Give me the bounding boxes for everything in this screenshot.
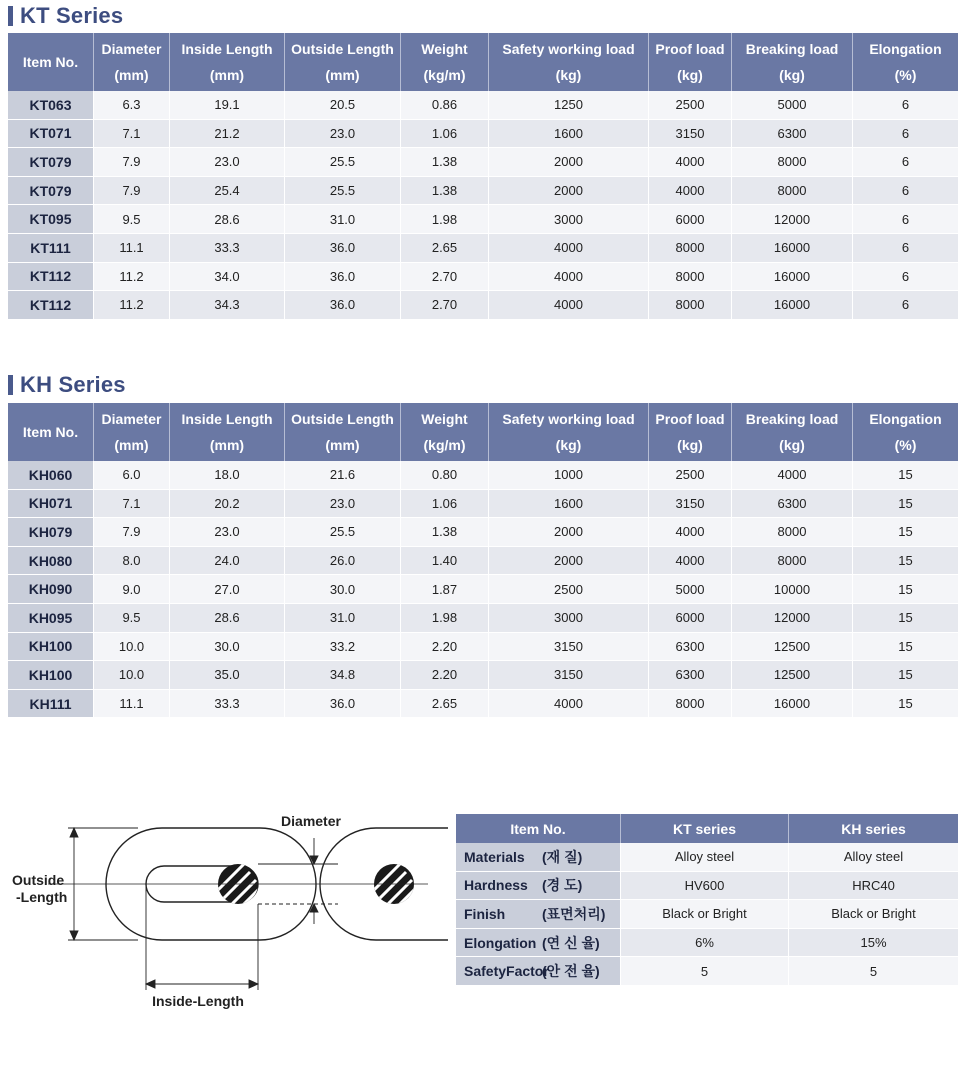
column-header-label: Inside Length: [181, 411, 273, 427]
data-cell: 5000: [732, 91, 853, 120]
column-header-unit: (mm): [209, 67, 245, 83]
column-header-label: Breaking load: [745, 41, 839, 57]
data-cell: 23.0: [170, 518, 285, 547]
column-header: [285, 33, 401, 91]
table-body: [8, 91, 958, 320]
item-number-cell: KT112: [8, 263, 94, 292]
data-cell: 30.0: [285, 575, 401, 604]
column-header-label: Outside Length: [291, 41, 394, 57]
data-cell: 3150: [489, 661, 649, 690]
kh-value-cell: Alloy steel: [789, 843, 958, 872]
data-cell: 8000: [732, 148, 853, 177]
column-header-label: Proof load: [655, 41, 725, 57]
data-cell: 5000: [649, 575, 732, 604]
data-cell: 25.5: [285, 518, 401, 547]
data-cell: 1.38: [401, 148, 489, 177]
data-cell: 4000: [649, 148, 732, 177]
data-cell: 2000: [489, 177, 649, 206]
data-cell: 6300: [732, 490, 853, 519]
data-cell: 7.9: [94, 518, 170, 547]
property-name-korean: (표면처리): [542, 905, 606, 922]
column-header-unit: (kg): [677, 437, 703, 453]
data-cell: 4000: [732, 461, 853, 490]
data-cell: 23.0: [170, 148, 285, 177]
props-column-header: KH series: [789, 814, 958, 843]
column-header: [853, 403, 958, 461]
data-cell: 36.0: [285, 690, 401, 719]
data-cell: 18.0: [170, 461, 285, 490]
table-row: [8, 518, 958, 547]
data-cell: 3000: [489, 205, 649, 234]
data-cell: 34.3: [170, 291, 285, 320]
column-header: [401, 33, 489, 91]
property-name-korean: (경 도): [542, 877, 583, 894]
item-number-cell: KT095: [8, 205, 94, 234]
kt-series-title-text: KT Series: [20, 3, 124, 28]
column-header-label: Diameter: [101, 41, 162, 57]
data-cell: 16000: [732, 263, 853, 292]
series-properties-table: [456, 814, 958, 986]
column-header-unit: (kg): [677, 67, 703, 83]
data-cell: 8000: [649, 263, 732, 292]
item-number-cell: KH071: [8, 490, 94, 519]
data-cell: 19.1: [170, 91, 285, 120]
data-cell: 16000: [732, 291, 853, 320]
data-cell: 10.0: [94, 633, 170, 662]
kt-value-cell: Alloy steel: [621, 843, 789, 872]
column-header-unit: (mm): [114, 67, 149, 83]
data-cell: 2000: [489, 148, 649, 177]
diameter-label: Diameter: [281, 813, 341, 829]
column-header-unit: (kg/m): [423, 67, 466, 83]
column-header-label: Weight: [421, 41, 468, 57]
item-number-cell: KT112: [8, 291, 94, 320]
data-cell: 2500: [489, 575, 649, 604]
data-cell: 8000: [649, 690, 732, 719]
column-header-label: Breaking load: [745, 411, 839, 427]
property-name: Finish: [464, 905, 506, 922]
column-header-label: Safety working load: [502, 411, 635, 427]
item-number-cell: KH080: [8, 547, 94, 576]
data-cell: 9.5: [94, 205, 170, 234]
data-cell: 1600: [489, 120, 649, 149]
data-cell: 36.0: [285, 234, 401, 263]
data-cell: 16000: [732, 690, 853, 719]
data-cell: 2000: [489, 547, 649, 576]
data-cell: 20.2: [170, 490, 285, 519]
data-cell: 11.1: [94, 690, 170, 719]
data-cell: 25.5: [285, 148, 401, 177]
data-cell: 0.86: [401, 91, 489, 120]
column-header: [94, 33, 170, 91]
data-cell: 4000: [649, 518, 732, 547]
property-name: Hardness: [464, 877, 528, 894]
item-number-cell: KH095: [8, 604, 94, 633]
data-cell: 8.0: [94, 547, 170, 576]
column-header: [649, 33, 732, 91]
data-cell: 23.0: [285, 120, 401, 149]
data-cell: 31.0: [285, 205, 401, 234]
column-header: [170, 403, 285, 461]
property-name-korean: (안 전 율): [542, 963, 600, 980]
data-cell: 12000: [732, 604, 853, 633]
column-header-label: Item No.: [22, 54, 79, 70]
data-cell: 36.0: [285, 263, 401, 292]
data-cell: 33.3: [170, 234, 285, 263]
data-cell: 25.5: [285, 177, 401, 206]
data-cell: 11.2: [94, 263, 170, 292]
table-header: [8, 33, 958, 91]
outside-length-label-1: Outside: [12, 872, 65, 888]
column-header: [732, 403, 853, 461]
table-header: [8, 403, 958, 461]
title-marker: [8, 375, 13, 395]
kh-value-cell: 15%: [789, 929, 958, 958]
data-cell: 4000: [489, 690, 649, 719]
kt-value-cell: 6%: [621, 929, 789, 958]
column-header-label: Diameter: [101, 411, 162, 427]
data-cell: 2.20: [401, 661, 489, 690]
data-cell: 2500: [649, 91, 732, 120]
data-cell: 1.87: [401, 575, 489, 604]
column-header-unit: (mm): [325, 437, 360, 453]
property-label-cell: [456, 900, 621, 929]
kt-series-title: [8, 3, 123, 29]
property-name-korean: (재 질): [542, 848, 583, 865]
column-header-unit: (mm): [209, 437, 245, 453]
data-cell: 15: [853, 604, 958, 633]
data-cell: 15: [853, 575, 958, 604]
data-cell: 31.0: [285, 604, 401, 633]
data-cell: 4000: [489, 234, 649, 263]
data-cell: 4000: [649, 177, 732, 206]
column-header-label: Elongation: [869, 41, 942, 57]
item-number-cell: KH111: [8, 690, 94, 719]
item-number-cell: KT111: [8, 234, 94, 263]
chain-link-diagram: [8, 808, 448, 1018]
column-header-unit: (%): [894, 67, 917, 83]
data-cell: 15: [853, 633, 958, 662]
data-cell: 1.38: [401, 177, 489, 206]
column-header-unit: (mm): [325, 67, 360, 83]
item-number-cell: KH079: [8, 518, 94, 547]
property-name: Materials: [464, 848, 525, 865]
data-cell: 1.06: [401, 120, 489, 149]
data-cell: 23.0: [285, 490, 401, 519]
data-cell: 6: [853, 263, 958, 292]
column-header: [8, 33, 94, 91]
header-row: [8, 403, 958, 461]
property-label-cell: [456, 872, 621, 901]
table-row: [8, 263, 958, 292]
data-cell: 21.6: [285, 461, 401, 490]
data-cell: 34.0: [170, 263, 285, 292]
item-number-cell: KT079: [8, 177, 94, 206]
data-cell: 1.98: [401, 205, 489, 234]
column-header-unit: (kg): [779, 67, 805, 83]
column-header: [170, 33, 285, 91]
table-row: [8, 604, 958, 633]
kt-series-table: [8, 33, 958, 320]
column-header-label: Outside Length: [291, 411, 394, 427]
table-row: [8, 234, 958, 263]
data-cell: 3000: [489, 604, 649, 633]
data-cell: 7.9: [94, 148, 170, 177]
data-cell: 1250: [489, 91, 649, 120]
data-cell: 35.0: [170, 661, 285, 690]
property-label-cell: [456, 929, 621, 958]
data-cell: 0.80: [401, 461, 489, 490]
table-row: [8, 91, 958, 120]
data-cell: 24.0: [170, 547, 285, 576]
column-header: [649, 403, 732, 461]
data-cell: 33.3: [170, 690, 285, 719]
table-row: [8, 547, 958, 576]
props-row: [456, 929, 958, 958]
title-marker: [8, 6, 13, 26]
data-cell: 1.98: [401, 604, 489, 633]
data-cell: 3150: [649, 490, 732, 519]
column-header-unit: (kg/m): [423, 437, 466, 453]
props-row: [456, 957, 958, 986]
data-cell: 2000: [489, 518, 649, 547]
data-cell: 7.1: [94, 490, 170, 519]
data-cell: 1.38: [401, 518, 489, 547]
table-row: [8, 177, 958, 206]
kh-series-title-text: KH Series: [20, 372, 126, 397]
item-number-cell: KT079: [8, 148, 94, 177]
data-cell: 1.40: [401, 547, 489, 576]
data-cell: 15: [853, 661, 958, 690]
data-cell: 9.0: [94, 575, 170, 604]
data-cell: 6: [853, 291, 958, 320]
data-cell: 6: [853, 120, 958, 149]
table-row: [8, 490, 958, 519]
table-row: [8, 661, 958, 690]
props-row: [456, 872, 958, 901]
data-cell: 28.6: [170, 205, 285, 234]
column-header: [94, 403, 170, 461]
data-cell: 11.1: [94, 234, 170, 263]
item-number-cell: KH100: [8, 633, 94, 662]
data-cell: 2.70: [401, 263, 489, 292]
data-cell: 15: [853, 547, 958, 576]
column-header: [401, 403, 489, 461]
props-header-row: [456, 814, 958, 843]
column-header: [853, 33, 958, 91]
data-cell: 6.0: [94, 461, 170, 490]
data-cell: 8000: [649, 291, 732, 320]
kt-value-cell: Black or Bright: [621, 900, 789, 929]
data-cell: 6: [853, 177, 958, 206]
kh-series-table: [8, 403, 958, 718]
data-cell: 4000: [649, 547, 732, 576]
data-cell: 9.5: [94, 604, 170, 633]
column-header-label: Item No.: [22, 424, 79, 440]
column-header-unit: (%): [894, 437, 917, 453]
column-header-unit: (kg): [555, 67, 582, 83]
data-cell: 3150: [649, 120, 732, 149]
data-cell: 12500: [732, 633, 853, 662]
data-cell: 15: [853, 690, 958, 719]
kh-series-title: [8, 372, 126, 398]
data-cell: 15: [853, 461, 958, 490]
kt-value-cell: HV600: [621, 872, 789, 901]
data-cell: 36.0: [285, 291, 401, 320]
property-name-korean: (연 신 율): [542, 934, 600, 951]
data-cell: 8000: [732, 518, 853, 547]
data-cell: 27.0: [170, 575, 285, 604]
data-cell: 10000: [732, 575, 853, 604]
data-cell: 6300: [649, 661, 732, 690]
item-number-cell: KH100: [8, 661, 94, 690]
column-header-label: Proof load: [655, 411, 725, 427]
header-row: [8, 33, 958, 91]
data-cell: 1.06: [401, 490, 489, 519]
data-cell: 10.0: [94, 661, 170, 690]
data-cell: 20.5: [285, 91, 401, 120]
data-cell: 2.20: [401, 633, 489, 662]
table-row: [8, 291, 958, 320]
column-header-unit: (kg): [779, 437, 805, 453]
data-cell: 12000: [732, 205, 853, 234]
props-row: [456, 843, 958, 872]
table-row: [8, 690, 958, 719]
data-cell: 3150: [489, 633, 649, 662]
column-header: [8, 403, 94, 461]
item-number-cell: KT063: [8, 91, 94, 120]
table-row: [8, 205, 958, 234]
table-row: [8, 633, 958, 662]
data-cell: 6: [853, 91, 958, 120]
data-cell: 4000: [489, 263, 649, 292]
kh-value-cell: HRC40: [789, 872, 958, 901]
column-header: [489, 403, 649, 461]
inside-length-label: Inside-Length: [152, 993, 244, 1009]
table-row: [8, 575, 958, 604]
data-cell: 6: [853, 234, 958, 263]
data-cell: 2500: [649, 461, 732, 490]
data-cell: 12500: [732, 661, 853, 690]
kh-value-cell: 5: [789, 957, 958, 986]
column-header-label: Inside Length: [181, 41, 273, 57]
column-header: [285, 403, 401, 461]
table-row: [8, 148, 958, 177]
data-cell: 21.2: [170, 120, 285, 149]
column-header-label: Safety working load: [502, 41, 635, 57]
data-cell: 8000: [732, 177, 853, 206]
table-row: [8, 120, 958, 149]
data-cell: 2.70: [401, 291, 489, 320]
data-cell: 30.0: [170, 633, 285, 662]
props-column-header: Item No.: [456, 814, 621, 843]
data-cell: 11.2: [94, 291, 170, 320]
item-number-cell: KH060: [8, 461, 94, 490]
property-name: SafetyFactor: [464, 963, 549, 980]
data-cell: 6300: [732, 120, 853, 149]
item-number-cell: KH090: [8, 575, 94, 604]
column-header-label: Elongation: [869, 411, 942, 427]
data-cell: 15: [853, 518, 958, 547]
data-cell: 8000: [732, 547, 853, 576]
data-cell: 25.4: [170, 177, 285, 206]
kh-value-cell: Black or Bright: [789, 900, 958, 929]
property-label-cell: [456, 957, 621, 986]
data-cell: 26.0: [285, 547, 401, 576]
table-row: [8, 461, 958, 490]
data-cell: 2.65: [401, 690, 489, 719]
property-name: Elongation: [464, 934, 537, 951]
data-cell: 2.65: [401, 234, 489, 263]
column-header: [489, 33, 649, 91]
data-cell: 34.8: [285, 661, 401, 690]
kt-value-cell: 5: [621, 957, 789, 986]
data-cell: 33.2: [285, 633, 401, 662]
data-cell: 1600: [489, 490, 649, 519]
data-cell: 6300: [649, 633, 732, 662]
data-cell: 7.1: [94, 120, 170, 149]
data-cell: 6: [853, 148, 958, 177]
data-cell: 6000: [649, 604, 732, 633]
table-body: [8, 461, 958, 718]
data-cell: 4000: [489, 291, 649, 320]
column-header-unit: (mm): [114, 437, 149, 453]
data-cell: 28.6: [170, 604, 285, 633]
data-cell: 6.3: [94, 91, 170, 120]
data-cell: 8000: [649, 234, 732, 263]
data-cell: 6000: [649, 205, 732, 234]
column-header-label: Weight: [421, 411, 468, 427]
data-cell: 7.9: [94, 177, 170, 206]
column-header-unit: (kg): [555, 437, 582, 453]
outside-length-label-2: -Length: [16, 889, 68, 905]
item-number-cell: KT071: [8, 120, 94, 149]
property-label-cell: [456, 843, 621, 872]
data-cell: 16000: [732, 234, 853, 263]
data-cell: 6: [853, 205, 958, 234]
data-cell: 15: [853, 490, 958, 519]
data-cell: 1000: [489, 461, 649, 490]
props-column-header: KT series: [621, 814, 789, 843]
column-header: [732, 33, 853, 91]
props-row: [456, 900, 958, 929]
